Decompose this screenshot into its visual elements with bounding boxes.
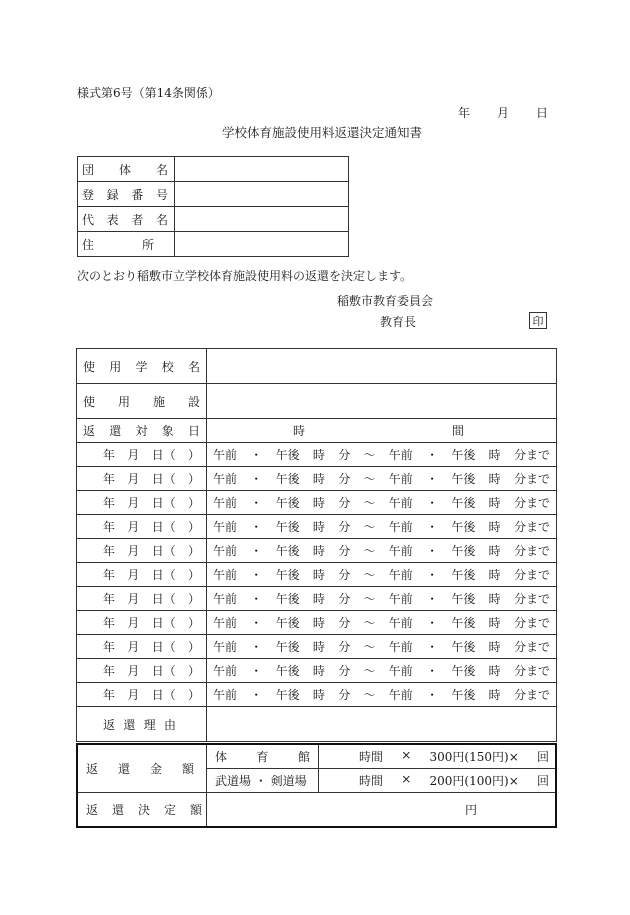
- applicant-row-addr: [78, 232, 349, 257]
- date-cell[interactable]: 年 月 日（ ）: [77, 491, 207, 515]
- gym-label: 体 育 館: [207, 744, 319, 769]
- date-time-row: [77, 539, 557, 563]
- date-cell[interactable]: 年 月 日（ ）: [77, 443, 207, 467]
- reason-field[interactable]: [207, 707, 557, 742]
- notice-text: 次のとおり稲敷市立学校体育施設使用料の返還を決定します。: [77, 269, 413, 283]
- issuer-organization: 稲敷市教育委員会: [337, 294, 434, 308]
- form-number: 様式第6号（第14条関係）: [77, 86, 220, 100]
- document-title: 学校体育施設使用料返還決定通知書: [222, 125, 423, 140]
- date-time-row: [77, 587, 557, 611]
- date-cell[interactable]: 年 月 日（ ）: [77, 467, 207, 491]
- budo-rate[interactable]: 時間 × 200円(100円)× 回: [319, 769, 557, 793]
- time-cell[interactable]: 午前 ・ 午後 時 分 ～ 午前 ・ 午後 時 分まで: [207, 563, 557, 587]
- date-cell[interactable]: 年 月 日（ ）: [77, 539, 207, 563]
- time-cell[interactable]: 午前 ・ 午後 時 分 ～ 午前 ・ 午後 時 分まで: [207, 491, 557, 515]
- school-row: [77, 349, 557, 384]
- address-label: 住 所: [78, 232, 175, 257]
- date-rows: [77, 443, 557, 707]
- time-cell[interactable]: 午前 ・ 午後 時 分 ～ 午前 ・ 午後 時 分まで: [207, 587, 557, 611]
- date-time-row: [77, 611, 557, 635]
- date-cell[interactable]: 年 月 日（ ）: [77, 611, 207, 635]
- applicant-row-rep: [78, 207, 349, 232]
- seal-mark: 印: [529, 312, 547, 329]
- date-time-row: [77, 467, 557, 491]
- date-time-row: [77, 659, 557, 683]
- time-cell[interactable]: 午前 ・ 午後 時 分 ～ 午前 ・ 午後 時 分まで: [207, 659, 557, 683]
- date-year: 年: [458, 106, 471, 120]
- registration-number-field[interactable]: [175, 182, 349, 207]
- time-cell[interactable]: 午前 ・ 午後 時 分 ～ 午前 ・ 午後 時 分まで: [207, 443, 557, 467]
- date-line: [458, 104, 548, 121]
- time-cell[interactable]: 午前 ・ 午後 時 分 ～ 午前 ・ 午後 時 分まで: [207, 515, 557, 539]
- fee-table: [76, 743, 557, 828]
- decided-amount-row: [77, 793, 556, 828]
- gym-rate[interactable]: 時間 × 300円(150円)× 回: [319, 744, 557, 769]
- facility-field[interactable]: [207, 384, 557, 419]
- reason-row: [77, 707, 557, 742]
- date-cell[interactable]: 年 月 日（ ）: [77, 683, 207, 707]
- time-cell[interactable]: 午前 ・ 午後 時 分 ～ 午前 ・ 午後 時 分まで: [207, 467, 557, 491]
- date-time-row: [77, 443, 557, 467]
- date-time-row: [77, 563, 557, 587]
- date-time-row: [77, 491, 557, 515]
- group-name-field[interactable]: [175, 157, 349, 182]
- facility-row: [77, 384, 557, 419]
- school-label: 使 用 学 校 名: [77, 349, 207, 384]
- date-cell[interactable]: 年 月 日（ ）: [77, 563, 207, 587]
- time-cell[interactable]: 午前 ・ 午後 時 分 ～ 午前 ・ 午後 時 分まで: [207, 683, 557, 707]
- registration-number-label: 登 録 番 号: [78, 182, 175, 207]
- representative-field[interactable]: [175, 207, 349, 232]
- budo-label: 武道場 ・ 剣道場: [207, 769, 319, 793]
- date-day: 日: [535, 106, 548, 120]
- fee-row-gym: [77, 744, 556, 769]
- facility-label: 使 用 施 設: [77, 384, 207, 419]
- time-header: 時 間: [207, 419, 557, 443]
- decided-amount-field[interactable]: 円: [207, 793, 557, 828]
- date-cell[interactable]: 年 月 日（ ）: [77, 635, 207, 659]
- date-cell[interactable]: 年 月 日（ ）: [77, 587, 207, 611]
- applicant-table: [77, 156, 349, 257]
- date-cell[interactable]: 年 月 日（ ）: [77, 659, 207, 683]
- school-field[interactable]: [207, 349, 557, 384]
- address-field[interactable]: [175, 232, 349, 257]
- time-cell[interactable]: 午前 ・ 午後 時 分 ～ 午前 ・ 午後 時 分まで: [207, 611, 557, 635]
- applicant-row-reg: [78, 182, 349, 207]
- header-row: [77, 419, 557, 443]
- date-cell[interactable]: 年 月 日（ ）: [77, 515, 207, 539]
- target-date-label: 返 還 対 象 日: [77, 419, 207, 443]
- group-name-label: 団 体 名: [78, 157, 175, 182]
- date-month: 月: [496, 106, 509, 120]
- applicant-row-group: [78, 157, 349, 182]
- time-cell[interactable]: 午前 ・ 午後 時 分 ～ 午前 ・ 午後 時 分まで: [207, 635, 557, 659]
- date-time-row: [77, 635, 557, 659]
- date-time-row: [77, 515, 557, 539]
- date-time-row: [77, 683, 557, 707]
- issuer-position: 教育長: [380, 315, 417, 329]
- main-table: [76, 348, 557, 742]
- time-cell[interactable]: 午前 ・ 午後 時 分 ～ 午前 ・ 午後 時 分まで: [207, 539, 557, 563]
- representative-label: 代 表 者 名: [78, 207, 175, 232]
- decided-amount-label: 返 還 決 定 額: [77, 793, 207, 828]
- refund-amount-label: 返 還 金 額: [77, 744, 207, 793]
- reason-label: 返 還 理 由: [77, 707, 207, 742]
